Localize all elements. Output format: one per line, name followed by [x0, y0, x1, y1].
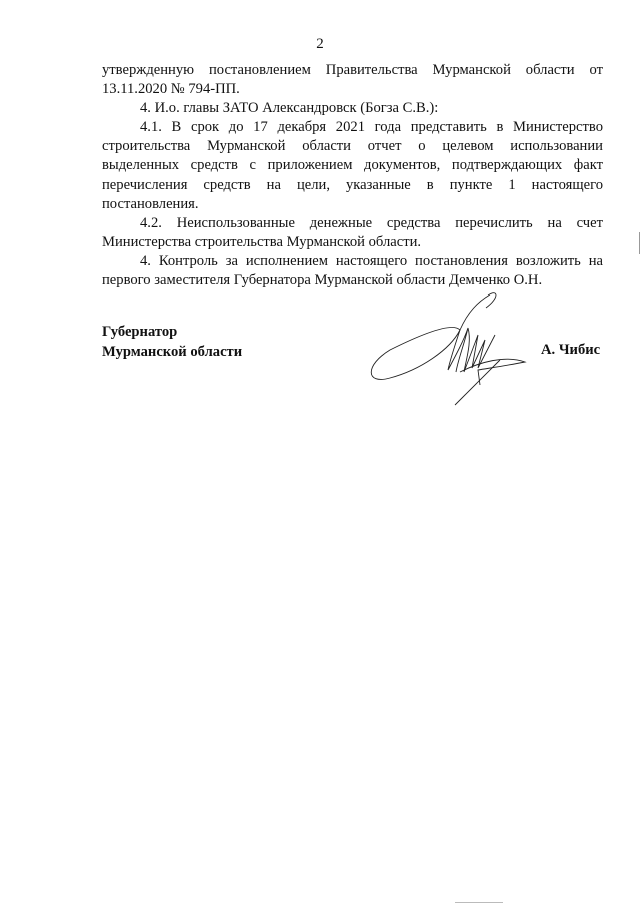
text-line: 4. И.о. главы ЗАТО Александровск (Богза С.В.): [140, 100, 439, 117]
text-line: выделенных средств с приложением документов, подтверждающих факт [102, 157, 603, 174]
text-line: перечисления средств на цели, указанные в пункте 1 настоящего [102, 176, 603, 193]
page-number: 2 [316, 36, 324, 52]
text-line: 13.11.2020 № 794-ПП. [102, 81, 240, 98]
signatory-position [102, 322, 242, 362]
scan-artifact [455, 902, 503, 903]
handwritten-signature [360, 290, 540, 410]
position-line: Мурманской области [102, 344, 243, 360]
position-line: Губернатор [102, 324, 178, 340]
text-line: утвержденную постановлением Правительства Мурманской области от [102, 62, 603, 78]
document-body [102, 61, 603, 290]
text-line: строительства Мурманской области отчет о целевом использовании [102, 138, 603, 155]
text-line: постановления. [102, 195, 199, 212]
text-line: 4. Контроль за исполнением настоящего постановления возложить на [140, 252, 603, 269]
text-line: первого заместителя Губернатора Мурманской области Демченко О.Н. [102, 272, 543, 289]
signatory-name: А. Чибис [541, 342, 601, 358]
text-line: Министерства строительства Мурманской области. [102, 233, 422, 250]
text-line: 4.1. В срок до 17 декабря 2021 года представить в Министерство [140, 119, 603, 136]
text-line: 4.2. Неиспользованные денежные средства перечислить на счет [140, 214, 603, 231]
